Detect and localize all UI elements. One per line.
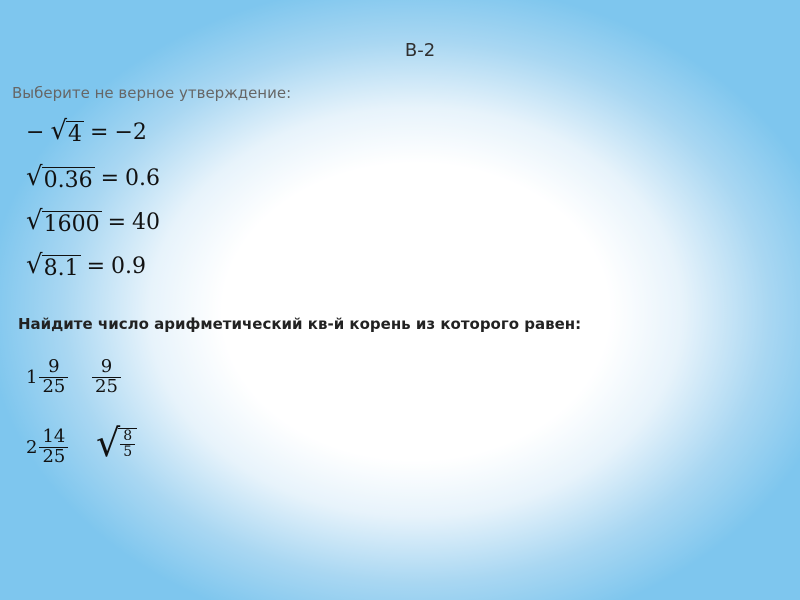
statement-result: 0.9	[111, 253, 147, 279]
radicand: 1600	[43, 212, 100, 237]
statement-4	[26, 252, 146, 280]
statement-result: 40	[132, 209, 161, 235]
answer-fraction	[92, 358, 121, 397]
question-2-prompt: Найдите число арифметический кв-й корень из которого равен:	[18, 315, 582, 333]
answer-mixed-1	[26, 358, 68, 397]
denominator: 25	[39, 447, 68, 467]
fraction	[39, 358, 68, 397]
minus-sign: −	[26, 119, 45, 145]
radical-sign: √	[26, 250, 43, 280]
statement-2	[26, 164, 160, 192]
answer-mixed-2	[26, 428, 68, 467]
numerator: 9	[100, 356, 113, 377]
radical-sign: √	[26, 206, 43, 236]
denominator: 5	[120, 444, 135, 460]
numerator: 8	[123, 428, 133, 444]
whole-part: 1	[26, 366, 38, 388]
radicand: 0.36	[43, 168, 93, 193]
statement-1	[26, 118, 147, 146]
radical-sign: √	[50, 116, 68, 146]
equals-sign: =	[86, 253, 106, 279]
radical-sign: √	[96, 421, 121, 465]
fraction	[120, 429, 135, 459]
radicand	[118, 428, 137, 462]
denominator: 25	[39, 377, 68, 397]
numerator: 9	[48, 356, 60, 377]
radical-sign: √	[26, 162, 43, 192]
equals-sign: =	[90, 119, 109, 145]
answer-root-fraction	[96, 421, 137, 465]
equals-sign: =	[107, 209, 127, 235]
fraction	[39, 428, 68, 467]
numerator: 14	[42, 426, 66, 447]
radicand: 4	[68, 122, 83, 147]
equals-sign: =	[100, 165, 119, 191]
statement-result: 0.6	[125, 165, 160, 191]
question-1-prompt: Выберите не верное утверждение:	[12, 84, 292, 102]
square-root	[26, 252, 81, 280]
statement-result: −2	[114, 119, 147, 145]
square-root	[50, 118, 84, 146]
square-root	[26, 208, 102, 236]
slide-title: В-2	[404, 40, 436, 61]
whole-part: 2	[26, 436, 38, 458]
denominator: 25	[92, 377, 121, 397]
statement-3	[26, 208, 160, 236]
square-root	[26, 164, 95, 192]
fraction	[92, 358, 121, 397]
radicand: 8.1	[43, 256, 79, 281]
